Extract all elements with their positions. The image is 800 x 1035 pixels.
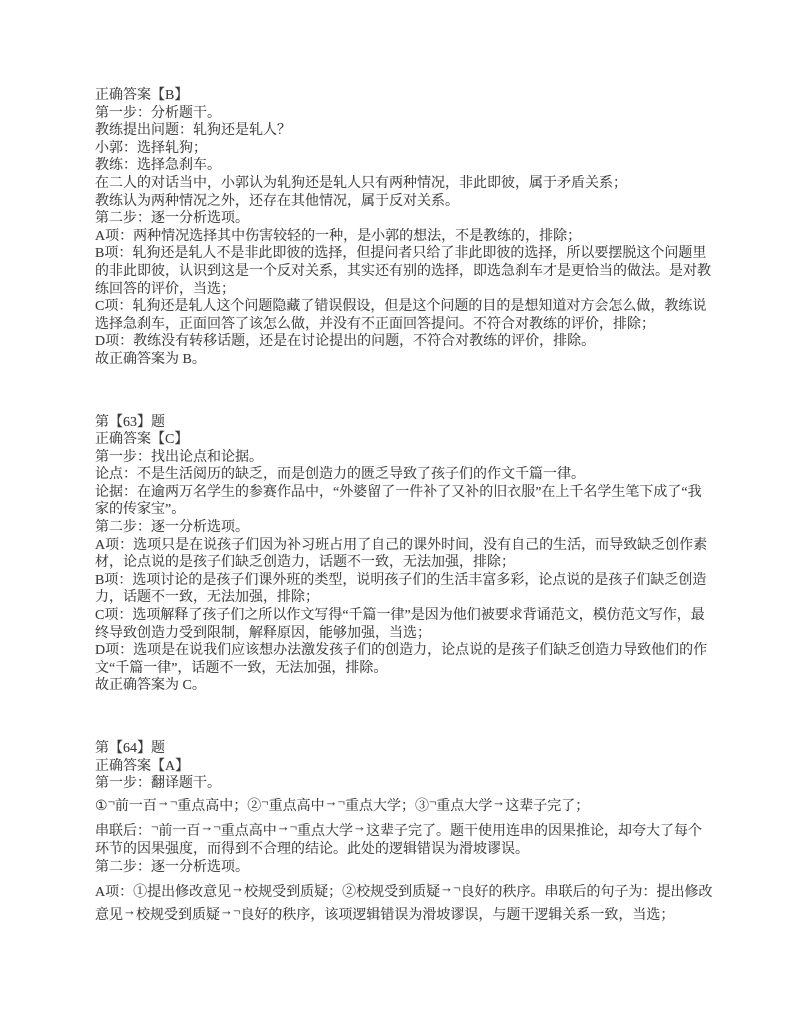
- negation-symbol: ¬: [151, 819, 159, 835]
- arrow-symbol: →: [156, 793, 170, 809]
- negation-symbol: ¬: [233, 902, 241, 918]
- negation-symbol: ¬: [428, 793, 437, 809]
- arrow-symbol: →: [276, 819, 290, 835]
- arrow-symbol: →: [353, 819, 367, 835]
- analysis-line: 第二步：逐一分析选项。: [95, 211, 249, 227]
- question-64-answer-analysis: [95, 740, 715, 924]
- analysis-line: 在二人的对话当中，小郭认为轧狗还是轧人只有两种情况，非此即彼，属于矛盾关系；: [95, 175, 627, 191]
- question-63-answer-analysis: [95, 414, 715, 696]
- analysis-line: D项：选项是在说我们应该想办法激发孩子们的创造力，论点说的是孩子们缺乏创造力导致他们的作文“千篇一律”，话题不一致，无法加强，排除。: [95, 643, 708, 676]
- analysis-line: 教练提出问题：轧狗还是轧人？: [95, 123, 291, 139]
- arrow-symbol: →: [324, 793, 338, 809]
- negation-symbol: ¬: [453, 880, 461, 896]
- analysis-line: 串联后：¬前一百→¬重点高中→¬重点大学→这辈子完了。题干使用连串的因果推论，却夸大了每个环节的因果强度，而得到不合理的结论。此处的逻辑错误为滑坡谬误。: [95, 819, 703, 857]
- analysis-line: 第一步：找出论点和论据。: [95, 449, 263, 465]
- analysis-line: A项：①提出修改意见→校规受到质疑；②校规受到质疑→¬良好的秩序。串联后的句子为：提出修改意见→校规受到质疑→¬良好的秩序，该项逻辑错误为滑坡谬误，与题干逻辑关系一致，当选；: [95, 880, 713, 923]
- analysis-line: 第一步：分析题干。: [95, 105, 221, 121]
- analysis-line: 第一步：翻译题干。: [95, 776, 221, 792]
- analysis-line: 故正确答案为 C。: [95, 678, 206, 694]
- arrow-symbol: →: [220, 902, 233, 918]
- negation-symbol: ¬: [261, 793, 269, 809]
- question-number-heading: 第【64】题: [95, 741, 165, 756]
- analysis-line: 论点：不是生活阅历的缺乏，而是创造力的匮乏导致了孩子们的作文千篇一律。: [95, 467, 585, 483]
- analysis-line: B项：选项讨论的是孩子们课外班的类型，说明孩子们的生活丰富多彩，论点说的是孩子们缺乏创造力，话题不一致，无法加强，排除；: [95, 572, 707, 606]
- analysis-line: 第二步：逐一分析选项。: [95, 859, 249, 875]
- analysis-line: A项：选项只是在说孩子们因为补习班占用了自己的课外时间，没有自己的生活，而导致缺乏创作素材，论点说的是孩子们缺乏创造力，话题不一致，无法加强，排除；: [95, 537, 708, 571]
- arrow-symbol: →: [123, 902, 136, 918]
- analysis-line: 教练认为两种情况之外，还存在其他情况，属于反对关系。: [95, 193, 459, 209]
- analysis-line: D项：教练没有转移话题，还是在讨论提出的问题，不符合对教练的评价，排除。: [95, 334, 596, 350]
- analysis-line: A项：两种情况选择其中伤害较轻的一种，是小郭的想法，不是教练的，排除；: [95, 228, 582, 244]
- analysis-line: C项：选项解释了孩子们之所以作文写得“千篇一律”是因为他们被要求背诵范文，模仿范文写作，最终导致创造力受到限制，解释原因，能够加强，当选；: [95, 608, 705, 641]
- arrow-symbol: →: [200, 819, 214, 835]
- analysis-line: C项：轧狗还是轧人这个问题隐藏了错误假设，但是这个问题的目的是想知道对方会怎么做，教练说选择急刹车，正面回答了该怎么做，并没有不正面回答提问。不符合对教练的评价，排除；: [95, 299, 707, 332]
- arrow-symbol: →: [492, 793, 506, 809]
- analysis-line: 正确答案【C】: [95, 432, 189, 448]
- analysis-line: 第二步：逐一分析选项。: [95, 520, 249, 536]
- analysis-line: 教练：选择急刹车。: [95, 158, 221, 174]
- analysis-line: 正确答案【A】: [95, 758, 190, 774]
- question-number-heading: 第【63】题: [95, 414, 165, 430]
- negation-symbol: ¬: [337, 793, 345, 809]
- arrow-symbol: →: [231, 880, 245, 896]
- document-content: [95, 87, 715, 924]
- analysis-line: ①¬前一百→¬重点高中；②¬重点高中→¬重点大学；③¬重点大学→这辈子完了；: [95, 793, 590, 814]
- question-62-answer-analysis: [95, 87, 715, 369]
- analysis-line: B项：轧狗还是轧人不是非此即彼的选择，但提问者只给了非此即彼的选择，所以要摆脱这个问题里的非此即彼，认识到这是一个反对关系，其实还有别的选择，即选急刹车才是更恰当的做法。是对教练回答的评价，当选；: [95, 246, 711, 297]
- negation-symbol: ¬: [213, 819, 221, 835]
- negation-symbol: ¬: [169, 793, 178, 809]
- negation-symbol: ¬: [289, 819, 298, 835]
- analysis-line: 故正确答案为 B。: [95, 351, 206, 367]
- analysis-line: 小郭：选择轧狗；: [95, 140, 207, 156]
- negation-symbol: ¬: [107, 793, 115, 809]
- analysis-line: 正确答案【B】: [95, 88, 189, 103]
- arrow-symbol: →: [440, 880, 454, 896]
- analysis-line: 论据：在逾两万名学生的参赛作品中，“外婆留了一件补了又补的旧衣服”在上千名学生笔下成了“我家的传家宝”。: [95, 484, 702, 518]
